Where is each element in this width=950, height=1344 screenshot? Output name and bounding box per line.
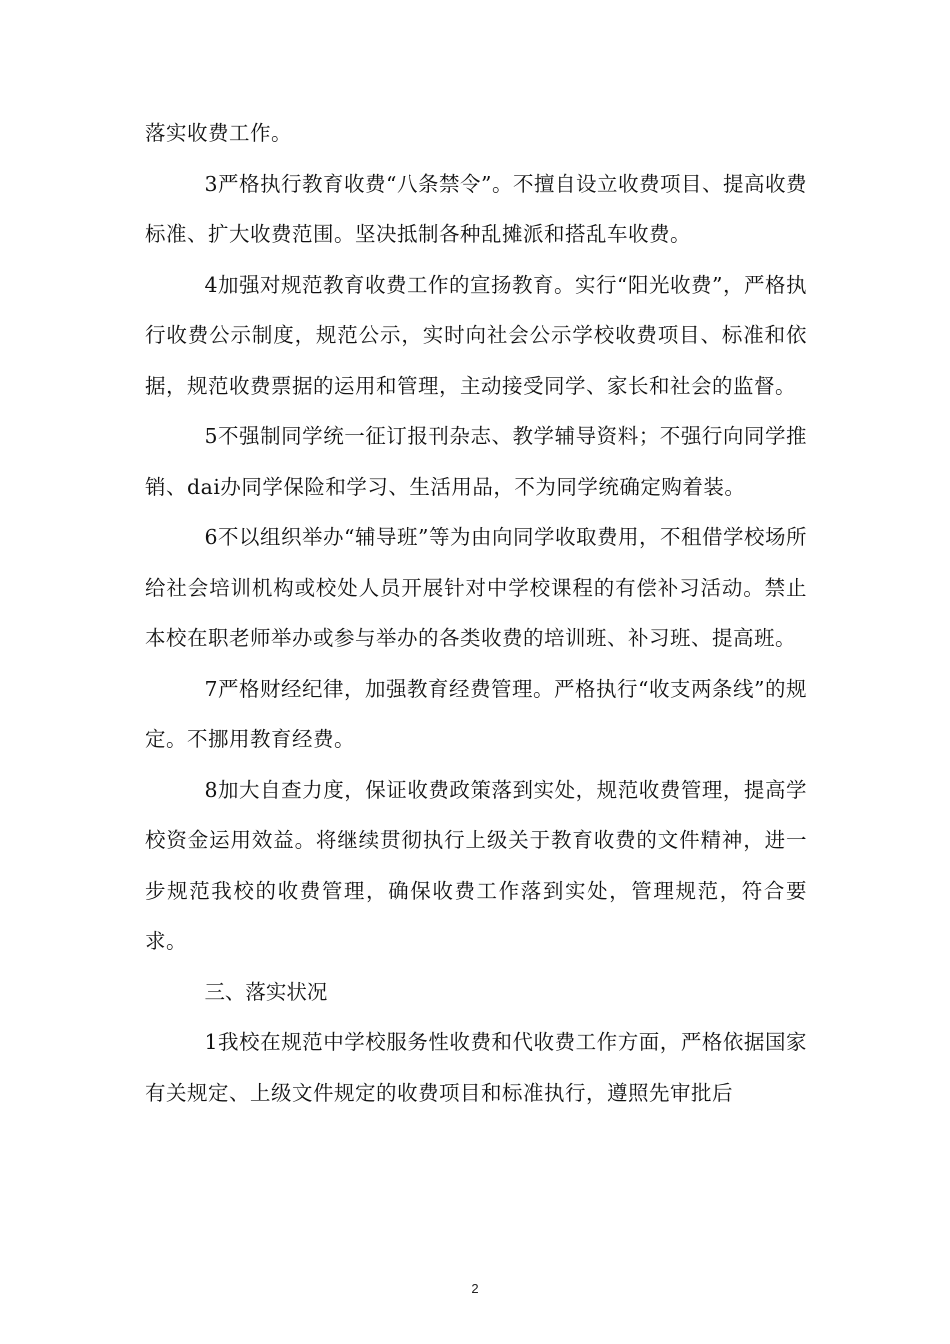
document-body [145,108,807,1118]
section-heading: 三、落实状况 [204,979,328,1004]
paragraph-item-5: 5不强制同学统一征订报刊杂志、教学辅导资料；不强行向同学推销、dai办同学保险和学习、生活用品，不为同学统确定购着装。 [145,424,807,499]
paragraph-item-4: 4加强对规范教育收费工作的宣扬教育。实行“阳光收费”，严格执行收费公示制度，规范公示，实时向社会公示学校收费项目、标准和依据，规范收费票据的运用和管理，主动接受同学、家长和社会的监督。 [145,272,807,398]
paragraph-continuation: 落实收费工作。 [145,121,292,145]
paragraph-item-3: 3严格执行教育收费“八条禁令”。不擅自设立收费项目、提高收费标准、扩大收费范围。坚决抵制各种乱摊派和搭乱车收费。 [145,171,807,246]
page-number: 2 [471,1281,479,1296]
paragraph-item-7: 7严格财经纪律，加强教育经费管理。严格执行“收支两条线”的规定。不挪用教育经费。 [145,676,807,751]
paragraph-item-6: 6不以组织举办“辅导班”等为由向同学收取费用，不租借学校场所给社会培训机构或校处人员开展针对中学校课程的有偿补习活动。禁止本校在职老师举办或参与举办的各类收费的培训班、补习班、提高班。 [145,525,807,650]
paragraph-item-8: 8加大自查力度，保证收费政策落到实处，规范收费管理，提高学校资金运用效益。将继续贯彻执行上级关于教育收费的文件精神，进一步规范我校的收费管理，确保收费工作落到实处，管理规范，符合要求。 [145,777,807,953]
paragraph-section-3-item-1: 1我校在规范中学校服务性收费和代收费工作方面，严格依据国家有关规定、上级文件规定的收费项目和标准执行，遵照先审批后 [145,1030,807,1105]
